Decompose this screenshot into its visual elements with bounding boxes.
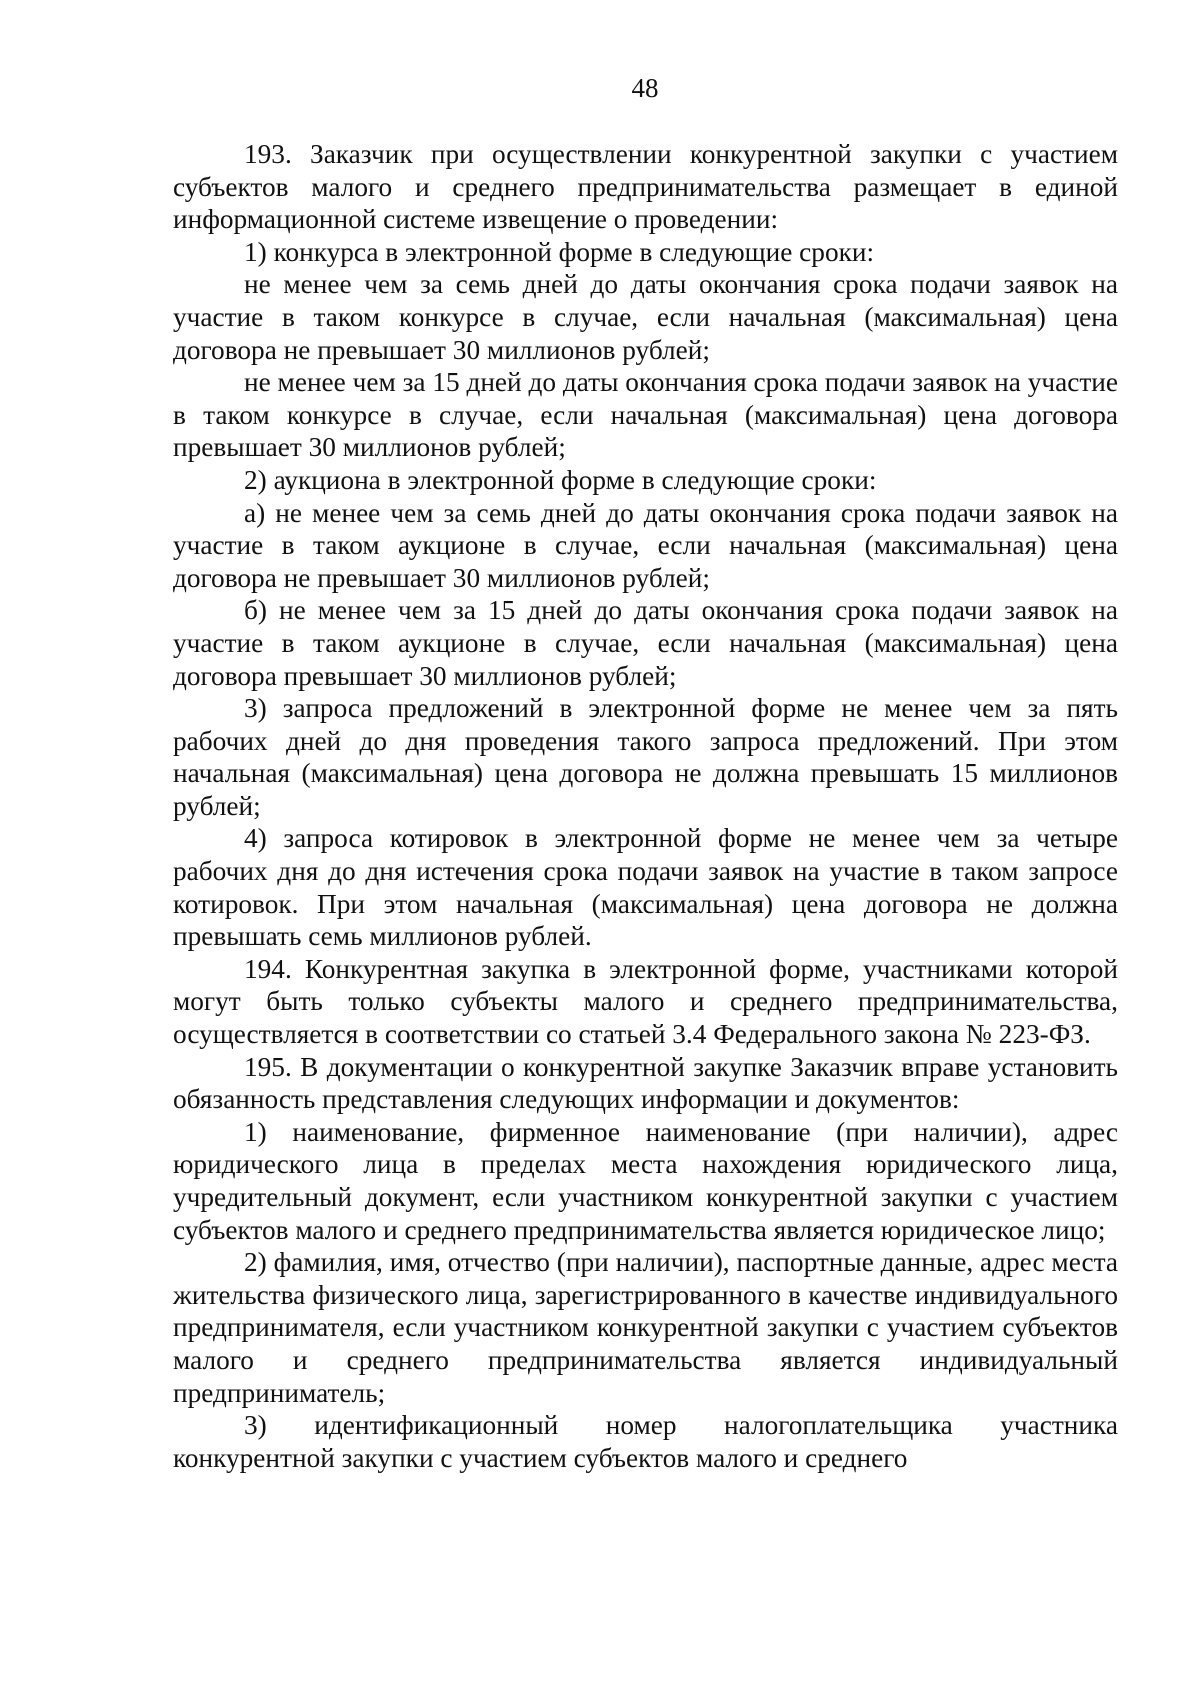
list-item-1-contest: 1) конкурса в электронной форме в следующие сроки: <box>244 236 875 267</box>
contest-term-over-30m: не менее чем за 15 дней до даты окончания срока подачи заявок на участие в таком конкурсе в случае, если начальная (максимальная) цена договора превышает 30 миллионов рублей; <box>173 367 1118 463</box>
doc-item-3-tin: 3) идентификационный номер налогоплательщика участника конкурентной закупки с участием субъектов малого и среднего <box>173 1410 1118 1473</box>
paragraph-195: 195. В документации о конкурентной закупке Заказчик вправе установить обязанность представления следующих информации и документов: <box>173 1051 1118 1115</box>
doc-item-2-entrepreneur: 2) фамилия, имя, отчество (при наличии), паспортные данные, адрес места жительства физического лица, зарегистрированного в качестве индивидуального предпринимателя, если участником конкурентной закупки с участием субъектов малого и среднего предпринимательства является индивидуальный предприниматель; <box>173 1247 1118 1408</box>
contest-term-under-30m: не менее чем за семь дней до даты окончания срока подачи заявок на участие в таком конкурсе в случае, если начальная (максимальная) цена договора не превышает 30 миллионов рублей; <box>173 269 1118 365</box>
document-body <box>173 138 1118 1474</box>
doc-item-1-legal-entity: 1) наименование, фирменное наименование (при наличии), адрес юридического лица в пределах места нахождения юридического лица, учредительный документ, если участником конкурентной закупки с участием субъектов малого и среднего предпринимательства является юридическое лицо; <box>173 1116 1118 1245</box>
list-item-3-proposals: 3) запроса предложений в электронной форме не менее чем за пять рабочих дней до дня проведения такого запроса предложений. При этом начальная (максимальная) цена договора не должна превышать 15 миллионов рублей; <box>173 693 1118 821</box>
paragraph-194: 194. Конкурентная закупка в электронной форме, участниками которой могут быть только субъекты малого и среднего предпринимательства, осуществляется в соответствии со статьей 3.4 Федерального закона № 223-ФЗ. <box>173 953 1118 1050</box>
auction-term-b: б) не менее чем за 15 дней до даты окончания срока подачи заявок на участие в таком аукционе в случае, если начальная (максимальная) цена договора превышает 30 миллионов рублей; <box>173 595 1118 691</box>
auction-term-a: а) не менее чем за семь дней до даты окончания срока подачи заявок на участие в таком аукционе в случае, если начальная (максимальная) цена договора не превышает 30 миллионов рублей; <box>173 497 1118 593</box>
page-number: 48 <box>631 73 659 103</box>
paragraph-193: 193. Заказчик при осуществлении конкурентной закупки с участием субъектов малого и среднего предпринимательства размещает в единой информационной системе извещение о проведении: <box>173 139 1118 235</box>
list-item-2-auction: 2) аукциона в электронной форме в следующие сроки: <box>244 464 877 495</box>
list-item-4-quotations: 4) запроса котировок в электронной форме не менее чем за четыре рабочих дня до дня истечения срока подачи заявок на участие в таком запросе котировок. При этом начальная (максимальная) цена договора не должна превышать семь миллионов рублей. <box>173 823 1118 952</box>
